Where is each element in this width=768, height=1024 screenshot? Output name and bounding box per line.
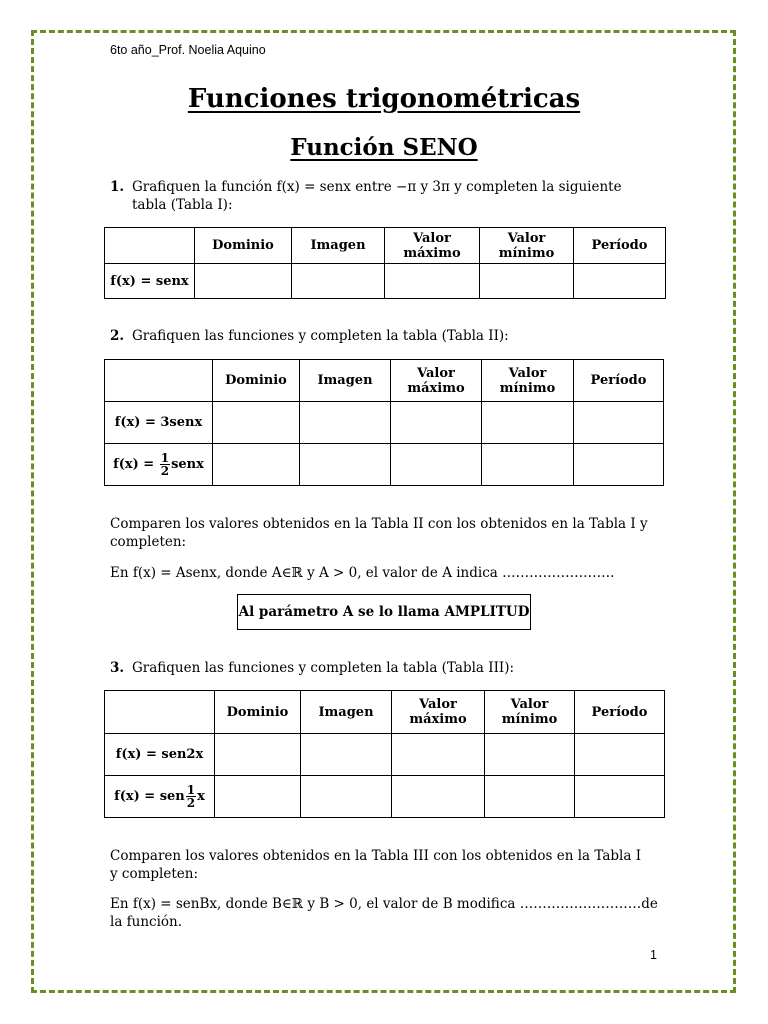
table-2 xyxy=(104,359,664,486)
header-imagen: Imagen xyxy=(300,360,391,402)
answer-cell[interactable] xyxy=(215,776,301,818)
table-row xyxy=(105,264,666,299)
header-valor-maximo: Valor máximo xyxy=(385,228,480,264)
header-dominio: Dominio xyxy=(215,691,301,734)
table-1-header-row xyxy=(105,228,666,264)
header-imagen: Imagen xyxy=(292,228,385,264)
header-periodo: Período xyxy=(574,228,666,264)
header-empty xyxy=(105,360,213,402)
function-cell: f(x) = $\frac{1}{2}$ senx xyxy=(105,444,213,486)
answer-cell[interactable] xyxy=(482,444,574,486)
answer-cell[interactable] xyxy=(392,734,485,776)
amplitude-box: Al parámetro A se lo llama AMPLITUD xyxy=(237,594,531,630)
answer-cell[interactable] xyxy=(213,402,300,444)
table-row xyxy=(105,776,665,818)
answer-cell[interactable] xyxy=(391,444,482,486)
q1-instruction xyxy=(110,178,622,214)
compare-2-statement: En f(x) = senBx, donde B∈ℝ y B > 0, el valor de B modifica ………………………de la función. xyxy=(110,896,658,930)
header-empty xyxy=(105,691,215,734)
q2-text: Grafiquen las funciones y completen la tabla (Tabla II): xyxy=(132,328,509,344)
header-valor-minimo: Valor mínimo xyxy=(480,228,574,264)
answer-cell[interactable] xyxy=(575,734,665,776)
header-dominio: Dominio xyxy=(213,360,300,402)
q2-number: 2. xyxy=(110,328,125,344)
answer-cell[interactable] xyxy=(292,264,385,299)
q1-number: 1. xyxy=(110,179,125,195)
answer-cell[interactable] xyxy=(485,734,575,776)
answer-cell[interactable] xyxy=(574,402,664,444)
fraction: $\frac{1}{2}$ xyxy=(186,783,196,810)
compare-2-text: Comparen los valores obtenidos en la Tabla III con los obtenidos en la Tabla I y completen: xyxy=(110,848,642,882)
header-valor-maximo: Valor máximo xyxy=(391,360,482,402)
table-3 xyxy=(104,690,665,818)
answer-cell[interactable] xyxy=(213,444,300,486)
answer-cell[interactable] xyxy=(300,402,391,444)
q3-number: 3. xyxy=(110,660,125,676)
answer-cell[interactable] xyxy=(392,776,485,818)
answer-cell[interactable] xyxy=(482,402,574,444)
q3-instruction xyxy=(110,659,514,677)
q2-instruction xyxy=(110,327,509,345)
answer-cell[interactable] xyxy=(385,264,480,299)
header-valor-minimo: Valor mínimo xyxy=(482,360,574,402)
q1-line1: Grafiquen la función f(x) = senx entre −π y 3π y completen la siguiente xyxy=(132,179,622,195)
header-imagen: Imagen xyxy=(301,691,392,734)
page-title: Funciones trigonométricas xyxy=(187,84,581,114)
answer-cell[interactable] xyxy=(574,264,666,299)
answer-cell[interactable] xyxy=(574,444,664,486)
page-header: 6to año_Prof. Noelia Aquino xyxy=(110,43,266,57)
answer-cell[interactable] xyxy=(485,776,575,818)
compare-1-statement: En f(x) = Asenx, donde A∈ℝ y A > 0, el valor de A indica ……………………. xyxy=(110,565,615,581)
function-cell: f(x) = sen $\frac{1}{2}$ x xyxy=(105,776,215,818)
header-valor-minimo: Valor mínimo xyxy=(485,691,575,734)
answer-cell[interactable] xyxy=(300,444,391,486)
function-cell: f(x) = sen2x xyxy=(105,734,215,776)
header-valor-maximo: Valor máximo xyxy=(392,691,485,734)
table-row xyxy=(105,444,664,486)
answer-cell[interactable] xyxy=(301,734,392,776)
q1-line2: tabla (Tabla I): xyxy=(132,197,233,213)
q3-text: Grafiquen las funciones y completen la tabla (Tabla III): xyxy=(132,660,515,676)
header-empty xyxy=(105,228,195,264)
answer-cell[interactable] xyxy=(391,402,482,444)
table-row xyxy=(105,402,664,444)
header-dominio: Dominio xyxy=(195,228,292,264)
table-3-header-row xyxy=(105,691,665,734)
function-cell: f(x) = 3senx xyxy=(105,402,213,444)
answer-cell[interactable] xyxy=(480,264,574,299)
answer-cell[interactable] xyxy=(195,264,292,299)
compare-1-text: Comparen los valores obtenidos en la Tabla II con los obtenidos en la Tabla I y completen: xyxy=(110,516,648,550)
table-1 xyxy=(104,227,666,299)
answer-cell[interactable] xyxy=(301,776,392,818)
section-title: Función SENO xyxy=(290,134,478,161)
answer-cell[interactable] xyxy=(575,776,665,818)
function-cell: f(x) = senx xyxy=(105,264,195,299)
table-row xyxy=(105,734,665,776)
fraction: $\frac{1}{2}$ xyxy=(160,451,170,478)
header-periodo: Período xyxy=(575,691,665,734)
table-2-header-row xyxy=(105,360,664,402)
answer-cell[interactable] xyxy=(215,734,301,776)
page-number: 1 xyxy=(650,948,657,962)
header-periodo: Período xyxy=(574,360,664,402)
